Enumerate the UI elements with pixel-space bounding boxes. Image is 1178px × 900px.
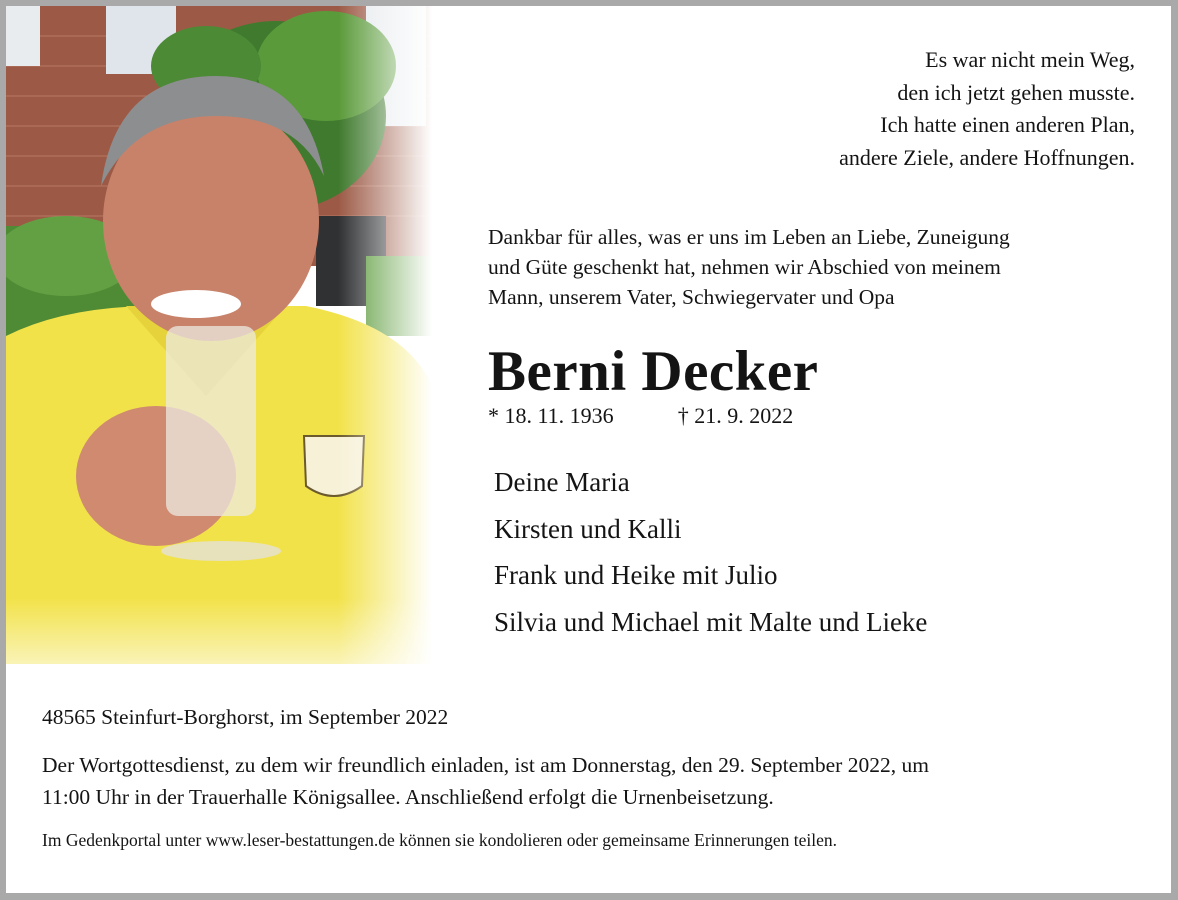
- thanks-line: Mann, unserem Vater, Schwiegervater und Opa: [488, 285, 895, 309]
- memorial-portal-note: Im Gedenkportal unter www.leser-bestattungen.de können sie kondolieren oder gemeinsame Erinnerungen teilen.: [42, 830, 837, 850]
- thanks-line: und Güte geschenkt hat, nehmen wir Abschied von meinem: [488, 255, 1001, 279]
- family-list: [494, 459, 927, 645]
- poem-quote: [839, 44, 1135, 174]
- poem-line: andere Ziele, andere Hoffnungen.: [839, 144, 1135, 170]
- life-dates: [488, 402, 793, 430]
- thanks-line: Dankbar für alles, was er uns im Leben an Liebe, Zuneigung: [488, 225, 1010, 249]
- portrait-photo: [6, 6, 432, 664]
- poem-line: Ich hatte einen anderen Plan,: [880, 112, 1135, 137]
- death-date: † 21. 9. 2022: [677, 403, 794, 428]
- thanks-paragraph: [488, 222, 1148, 312]
- service-line: Der Wortgottesdienst, zu dem wir freundlich einladen, ist am Donnerstag, den 29. September 2022, um: [42, 753, 929, 777]
- obituary-notice: [6, 6, 1171, 893]
- family-member: Deine Maria: [494, 467, 630, 497]
- service-line: 11:00 Uhr in der Trauerhalle Königsallee. Anschließend erfolgt die Urnenbeisetzung.: [42, 785, 774, 809]
- place-date: 48565 Steinfurt-Borghorst, im September 2022: [42, 705, 449, 729]
- birth-date: * 18. 11. 1936: [488, 403, 614, 428]
- poem-line: den ich jetzt gehen musste.: [897, 79, 1135, 105]
- family-member: Silvia und Michael mit Malte und Lieke: [494, 606, 928, 637]
- service-announcement: [42, 749, 1152, 813]
- family-member: Kirsten und Kalli: [494, 513, 682, 544]
- deceased-name: Berni Decker: [488, 340, 819, 403]
- family-member: Frank und Heike mit Julio: [494, 560, 778, 590]
- poem-line: Es war nicht mein Weg,: [925, 47, 1135, 72]
